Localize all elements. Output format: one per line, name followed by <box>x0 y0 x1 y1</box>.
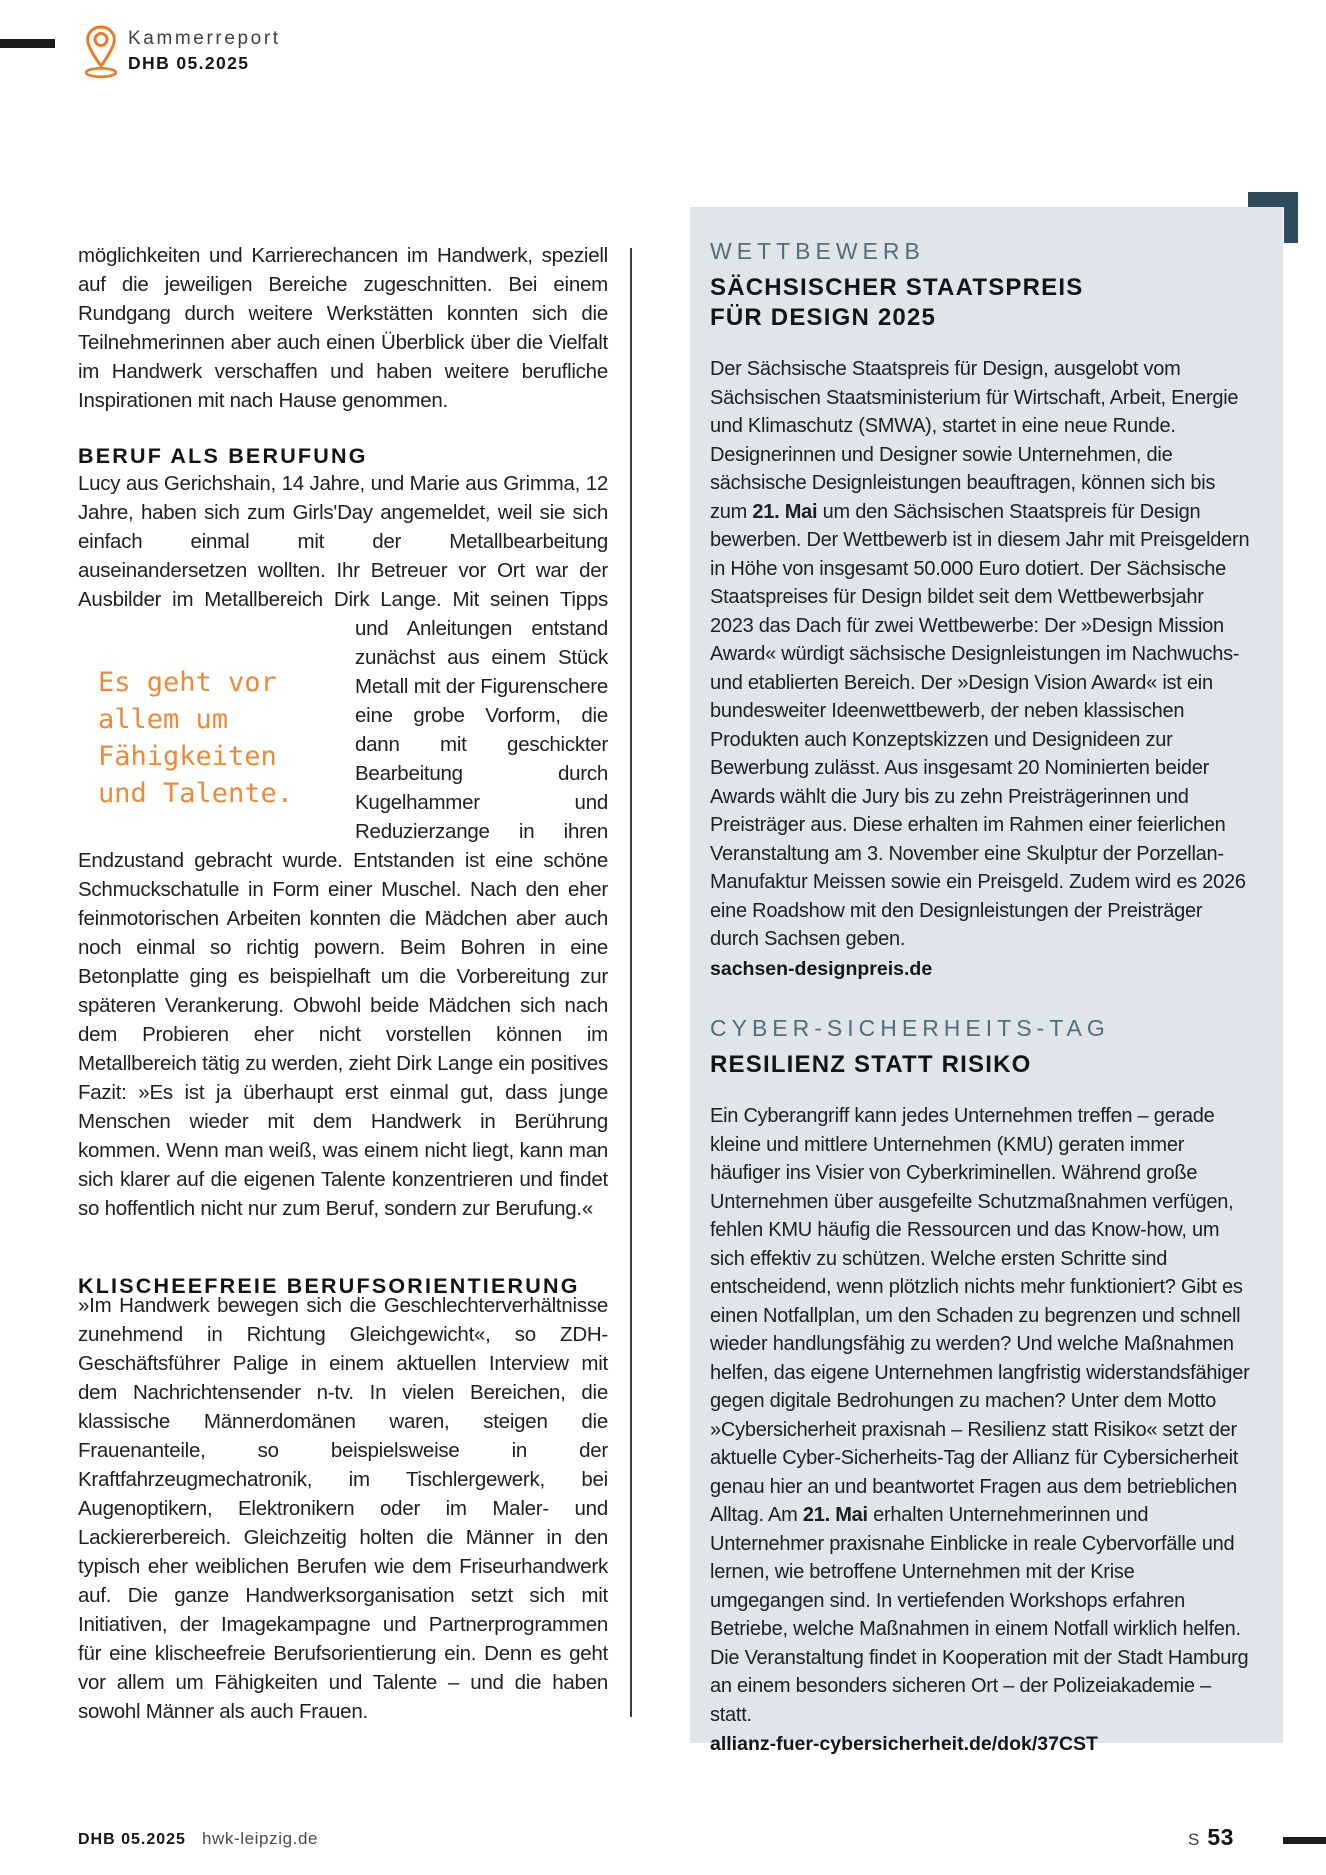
article-cyber-sicherheits-tag <box>710 1014 1255 1758</box>
pull-quote-block <box>78 614 355 838</box>
footer-issue: DHB 05.2025 <box>78 1831 186 1848</box>
article-body: Der Sächsische Staatspreis für Design, ausgelobt vom Sächsischen Staatsministerium für Wirtschaft, Arbeit, Energie und Klimaschutz (SMWA), startet in eine neue Runde. Designerinnen und Designer sowie Unternehmen, die sächsische Designleistungen beauftragen, können sich bis zum 21. Mai um den Sächsischen Staatspreis für Design bewerben. Der Wettbewerb ist in diesem Jahr mit Preisgeldern in Höhe von insgesamt 50.000 Euro dotiert. Der Sächsische Staatspreises für Design bildet seit dem Wettbewerbsjahr 2023 das Dach für zwei Wettbewerbe: Der »Design Mission Award« würdigt sächsische Designleistungen im Nachwuchs- und etablierten Bereich. Der »Design Vision Award« ist ein bundesweiter Ideenwettbewerb, der neben klassischen Produkten auch Konzeptskizzen und Designideen zur Bewerbung zulässt. Aus insgesamt 20 Nominierten beider Awards wählt die Jury bis zu zehn Preisträgerinnen und Preisträger aus. Diese erhalten im Rahmen einer feierlichen Veranstaltung am 3. November eine Skulptur der Porzellan-Manufaktur Meissen sowie ein Preisgeld. Zudem wird es 2026 eine Roadshow mit den Designleistungen der Preisträger durch Sachsen geben. <box>710 358 1250 950</box>
section-heading-beruf-als-berufung: BERUF ALS BERUFUNG <box>78 444 368 468</box>
footer-site-url[interactable]: hwk-leipzig.de <box>201 1829 319 1848</box>
page-edge-bar <box>0 39 55 48</box>
info-box <box>690 207 1283 1755</box>
paragraph-text-before-quote: Lucy aus Gerichshain, 14 Jahre, und Marie aus Grimma, 12 Jahre, haben sich zum Girls'Day angemeldet, weil sie sich einfach einmal mit der Metallbearbeitung auseinandersetzen wollten. Ihr Betreuer vor Ort war der Ausbilder im Metallbereich Dirk Lange. Mit seinen <box>78 472 608 611</box>
article-body: Ein Cyberangriff kann jedes Unternehmen treffen – gerade kleine und mittlere Unternehmen (KMU) geraten immer häufiger ins Visier von Cyberkriminellen. Während große Unternehmen über ausgefeilte Schutzmaßnahmen verfügen, fehlen KMU häufig die Ressourcen und das Know-how, um sich effektiv zu schützen. Welche ersten Schritte sind entscheidend, wenn plötzlich nichts mehr funktioniert? Gibt es einen Notfallplan, um den Schaden zu begrenzen und schnell wieder handlungsfähig zu werden? Und welche Maßnahmen helfen, das eigene Unternehmen langfristig widerstandsfähiger gegen digitale Bedrohungen zu machen? Unter dem Motto »Cybersicherheit praxisnah – Resilienz statt Risiko« setzt der aktuelle Cyber-Sicherheits-Tag der Allianz für Cybersicherheit genau hier an und beantwortet Fragen aus dem betrieblichen Alltag. Am 21. Mai erhalten Unternehmerinnen und Unternehmer praxisnahe Einblicke in reale Cybervorfälle und lernen, wie betroffene Unternehmen mit der Krise umgegangen sind. In vertiefenden Workshops erfahren Betriebe, welche Maßnahmen in einem Notfall wirklich helfen. Die Veranstaltung findet in Kooperation mit der Stadt Hamburg an einem besonders sicheren Ort – der Polizeiakademie – statt. <box>710 1105 1250 1726</box>
berufsorientierung-paragraph: »Im Handwerk bewegen sich die Geschlechterverhältnisse zunehmend in Richtung Gleichgewicht«, so ZDH-Geschäftsführer Palige in einem aktuellen Interview mit dem Nachrichtensender n-tv. In vielen Bereichen, die klassische Männerdomänen waren, steigen die Frauenanteile, so beispielsweise in der Kraftfahrzeugmechatronik, im Tischlergewerk, bei Augenoptikern, Elektronikern oder im Maler- und Lackiererbereich. Gleichzeitig holten die Männer in den typisch eher weiblichen Berufen wie dem Friseurhandwerk auf. Die ganze Handwerksorganisation setzt sich mit Initiativen, der Imagekampagne und Partnerprogrammen für eine klischeefreie Berufsorientierung ein. Denn es geht vor allem um Fähigkeiten und Talente – und die haben sowohl Männer als auch Frauen. <box>78 1294 608 1723</box>
brand-issue: DHB 05.2025 <box>128 53 250 73</box>
girls-day-paragraph <box>78 469 608 1223</box>
brand-name: Kammerreport <box>128 28 281 49</box>
corner-bracket-decoration <box>1248 192 1298 243</box>
article-link-url[interactable]: sachsen-designpreis.de <box>710 957 933 980</box>
magazine-brand <box>82 24 281 78</box>
page-prefix: S <box>1188 1830 1201 1849</box>
brand-texts <box>128 24 281 74</box>
article-kicker: CYBER-SICHERHEITS-TAG <box>710 1015 1110 1041</box>
paragraph-text-after-quote: Tipps und Anleitungen entstand zunächst aus einem Stück Metall mit der Figurenschere eine grobe Vorform, die dann mit geschickter Bearbeitung durch Kugelhammer und Reduzierzange in ihren Endzustand gebracht wurde. Entstanden ist eine schöne Schmuckschatulle in Form einer Muschel. Nach den eher feinmotorischen Arbeiten konnten die Mädchen aber auch noch einmal so richtig powern. Beim Bohren in eine Betonplatte ging es beispielhaft um die Vorbereitung zur späteren Verankerung. Obwohl beide Mädchen sich nach dem Probieren eher nicht vorstellen können im Metallbereich tätig zu werden, zieht Dirk Lange ein positives Fazit: »Es ist ja überhaupt erst einmal gut, dass junge Menschen wieder mit dem Handwerk in Berührung kommen. Wenn man weiß, was einem nicht liegt, kann man sich klarer auf die eigenen Talente konzentrieren und findet so hoffentlich nicht nur zum Beruf, sondern zur Berufung.« <box>78 588 608 1220</box>
article-title: RESILIENZ STATT RISIKO <box>710 1051 1032 1078</box>
footer-edge-bar <box>1283 1837 1326 1844</box>
column-divider-rule <box>630 248 632 1717</box>
article-title: SÄCHSISCHER STAATSPREIS FÜR DESIGN 2025 <box>710 274 1084 331</box>
article-link-url[interactable]: allianz-fuer-cybersicherheit.de/dok/37CST <box>710 1733 1098 1755</box>
intro-paragraph: möglichkeiten und Karrierechancen im Handwerk, speziell auf die jeweiligen Bereiche zugeschnitten. Bei einem Rundgang durch weitere Werkstätten konnten sich die Teilnehmerinnen aber auch einen Überblick über die Vielfalt im Handwerk verschaffen und haben weitere berufliche Inspirationen mit nach Hause genommen. <box>78 244 608 412</box>
location-pin-icon <box>82 24 120 78</box>
section-heading-klischeefreie-berufsorientierung: KLISCHEEFREIE BERUFSORIENTIERUNG <box>78 1274 580 1298</box>
article-kicker: WETTBEWERB <box>710 238 925 264</box>
page-number: 53 <box>1207 1824 1234 1850</box>
footer-left <box>78 1829 318 1849</box>
pull-quote-text: Es geht vor allem um Fähigkeiten und Talente. <box>98 667 294 809</box>
footer-page-indicator <box>1188 1824 1234 1851</box>
article-wettbewerb <box>710 237 1255 983</box>
